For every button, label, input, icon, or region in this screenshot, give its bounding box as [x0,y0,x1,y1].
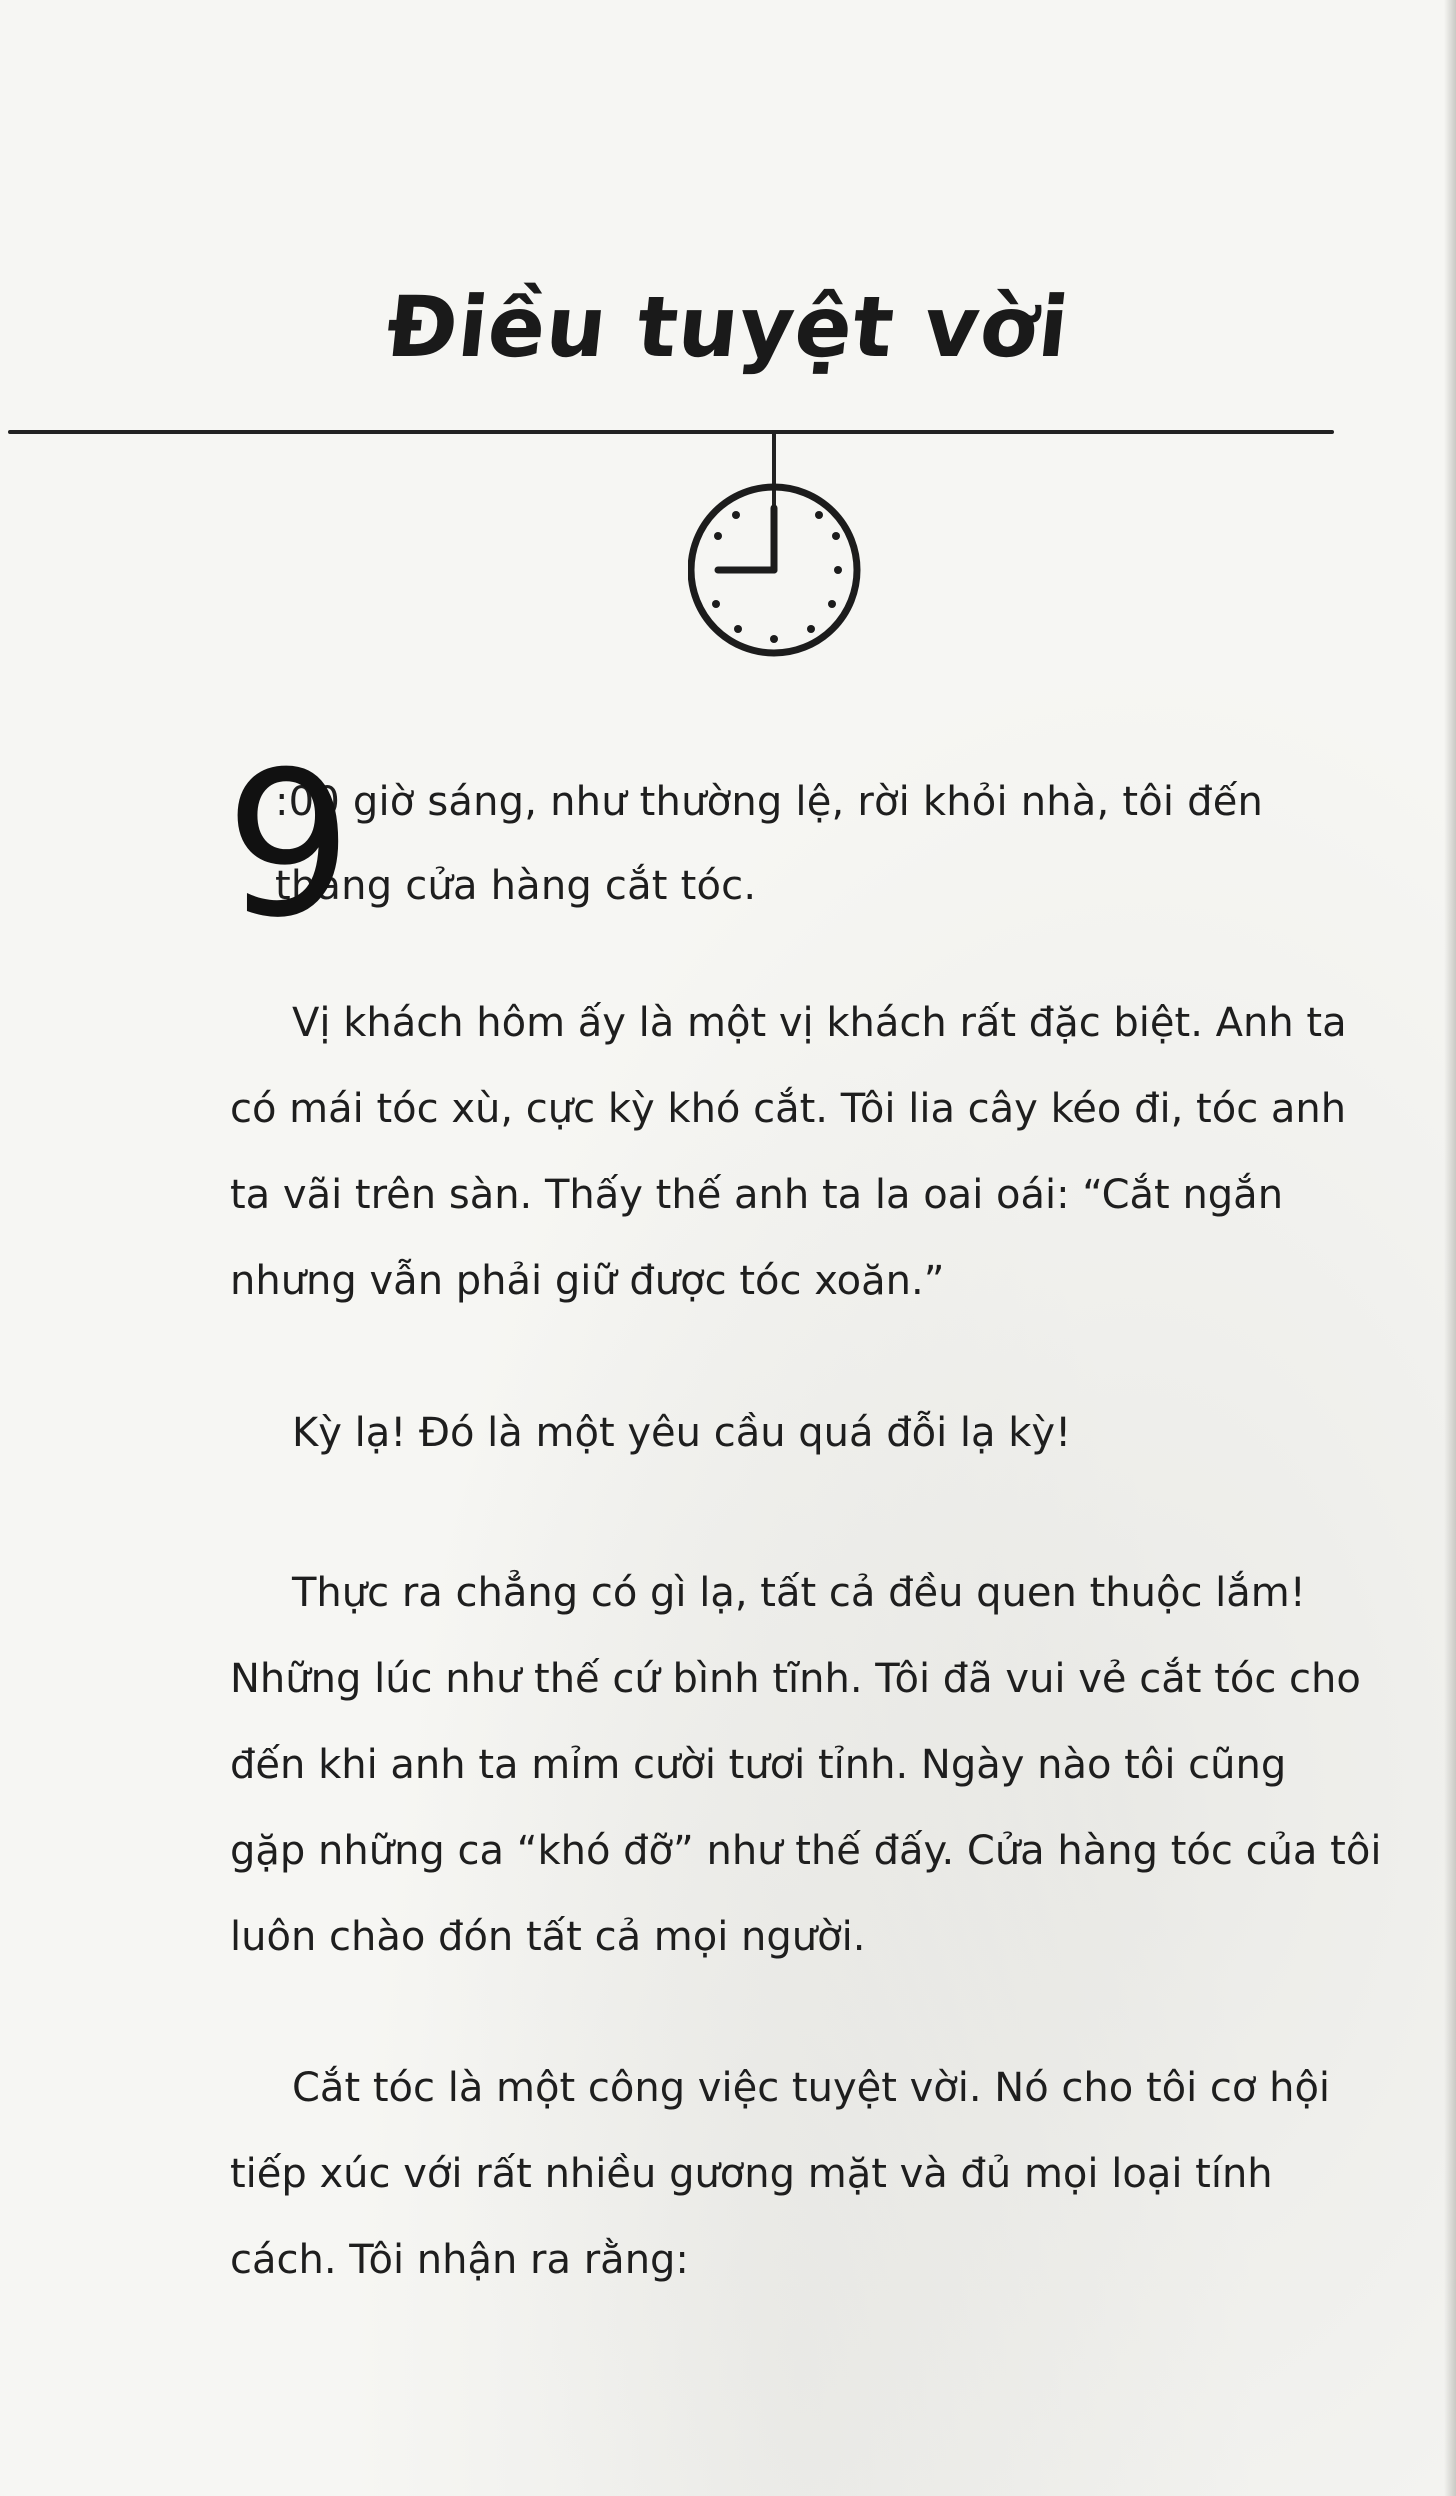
paragraph-4-line: luôn chào đón tất cả mọi người. [230,1914,866,1960]
paragraph-5 [230,2045,1340,2303]
paragraph-1-line: :00 giờ sáng, như thường lệ, rời khỏi nhà, tôi đến [275,779,1264,825]
paragraph-1 [225,729,1340,962]
paragraph-4-line: Thực ra chẳng có gì lạ, tất cả đều quen thuộc lắm! [292,1570,1306,1616]
chapter-title: Điều tuyệt vời [382,278,1074,376]
paragraph-4 [230,1550,1382,1980]
paragraph-2-line: Vị khách hôm ấy là một vị khách rất đặc biệt. Anh ta [292,1000,1347,1046]
paragraph-1-line: thẳng cửa hàng cắt tóc. [275,863,757,909]
paragraph-4-line: gặp những ca “khó đỡ” như thế đấy. Cửa hàng tóc của tôi [230,1828,1382,1874]
paragraph-3 [230,1390,1340,1476]
paragraph-5-line: cách. Tôi nhận ra rằng: [230,2237,689,2283]
paragraph-4-line: Những lúc như thế cứ bình tĩnh. Tôi đã vui vẻ cắt tóc cho [230,1656,1361,1702]
paragraph-5-line: tiếp xúc với rất nhiều gương mặt và đủ mọi loại tính [230,2151,1273,2197]
clock-icon [688,432,868,682]
paragraph-2-line: ta vãi trên sàn. Thấy thế anh ta la oai oái: “Cắt ngắn [230,1172,1284,1218]
paragraph-3-line: Kỳ lạ! Đó là một yêu cầu quá đỗi lạ kỳ! [292,1410,1072,1456]
paragraph-5-line: Cắt tóc là một công việc tuyệt vời. Nó cho tôi cơ hội [292,2065,1331,2111]
clock-icon-svg [688,432,868,682]
paragraph-4-line: đến khi anh ta mỉm cười tươi tỉnh. Ngày nào tôi cũng [230,1742,1287,1788]
paragraph-2-line: có mái tóc xù, cực kỳ khó cắt. Tôi lia cây kéo đi, tóc anh [230,1086,1347,1132]
drop-cap: 9 [225,729,353,962]
paragraph-2 [230,980,1347,1324]
paragraph-2-line: nhưng vẫn phải giữ được tóc xoăn.” [230,1258,945,1304]
title-rule [8,430,1334,434]
